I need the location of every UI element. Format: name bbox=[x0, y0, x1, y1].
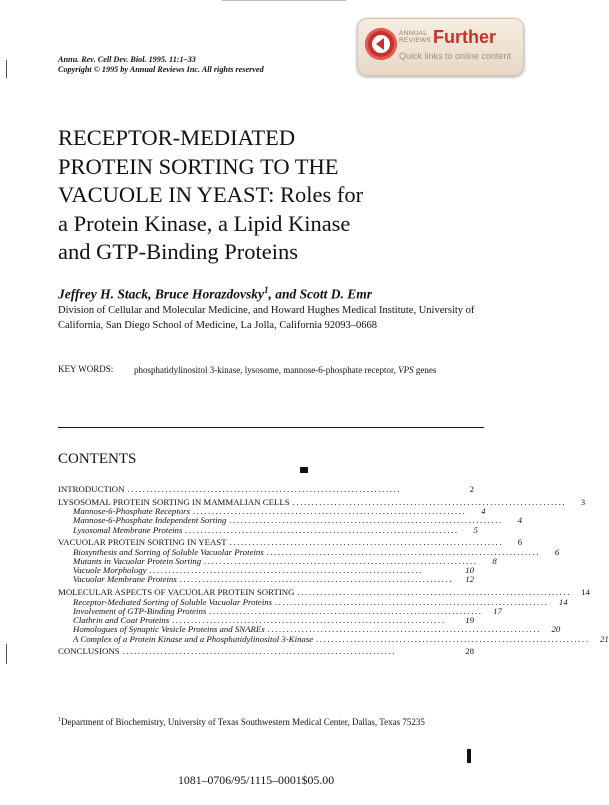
badge-publisher-label bbox=[399, 30, 431, 44]
toc-leader-dots: ........................................................................ bbox=[172, 615, 446, 626]
toc-section-row bbox=[58, 647, 474, 656]
badge-reviews-text: REVIEWS bbox=[399, 37, 432, 44]
toc-leader-dots: ........................................................................ bbox=[149, 565, 424, 576]
toc-entry-label: Biosynthesis and Sorting of Soluble Vacuolar Proteins bbox=[73, 546, 264, 557]
journal-citation: Annu. Rev. Cell Dev. Biol. 1995. 11:1–33 bbox=[58, 55, 196, 64]
keywords-label: KEY WORDS: bbox=[58, 364, 114, 374]
title-line: PROTEIN SORTING TO THE bbox=[58, 153, 339, 179]
toc-leader-dots: ........................................................................ bbox=[204, 555, 478, 566]
horizontal-rule bbox=[58, 427, 484, 428]
footnote-marker: 1 bbox=[58, 717, 61, 723]
toc-page-number: 4 bbox=[481, 506, 486, 517]
footnote bbox=[58, 714, 482, 729]
toc-subsection-row bbox=[58, 524, 478, 535]
article-code: 1081–0706/95/1115–0001$05.00 bbox=[178, 773, 335, 787]
top-divider bbox=[222, 0, 346, 1]
toc-page-number: 28 bbox=[465, 646, 474, 657]
toc-entry-label: Mutants in Vacuolar Protein Sorting bbox=[73, 555, 202, 566]
toc-leader-dots: ........................................................................ bbox=[266, 546, 541, 557]
toc-entry-label: Mannose-6-Phosphate Independent Sorting bbox=[73, 515, 227, 526]
toc-entry-label: Vacuole Morphology bbox=[73, 565, 147, 576]
toc-page-number: 14 bbox=[581, 587, 590, 598]
toc-entry-label: Mannose-6-Phosphate Receptors bbox=[73, 506, 191, 517]
title-line: and GTP-Binding Proteins bbox=[58, 239, 298, 264]
black-bar-mark bbox=[467, 749, 471, 763]
table-of-contents bbox=[58, 484, 609, 657]
footnote-text: Department of Biochemistry, University of Texas Southwestern Medical Center, Dallas, Texas 75235 bbox=[61, 717, 425, 727]
toc-entry-label: Receptor-Mediated Sorting of Soluble Vacuolar Proteins bbox=[73, 596, 273, 607]
title-line: a Protein Kinase, a Lipid Kinase bbox=[58, 210, 351, 236]
article-title bbox=[58, 124, 458, 267]
toc-leader-dots: ........................................................................ bbox=[297, 587, 571, 598]
toc-page-number: 20 bbox=[551, 624, 561, 635]
toc-leader-dots: ........................................................................ bbox=[185, 524, 459, 535]
toc-subsection-row bbox=[58, 575, 474, 584]
copyright-notice: Copyright © 1995 by Annual Reviews Inc. All rights reserved bbox=[58, 65, 264, 74]
toc-entry-label: LYSOSOMAL PROTEIN SORTING IN MAMMALIAN CELLS bbox=[58, 496, 290, 507]
play-arrow-icon bbox=[365, 28, 397, 60]
keywords-main: phosphatidylinositol 3-kinase, lysosome, mannose-6-phosphate receptor, bbox=[134, 365, 399, 375]
toc-leader-dots: ........................................................................ bbox=[292, 496, 567, 507]
toc-leader-dots: ........................................................................ bbox=[229, 537, 504, 548]
author-footnote-marker: 1 bbox=[263, 285, 269, 295]
toc-entry-label: Homologues of Synaptic Vesicle Proteins and SNAREs bbox=[73, 624, 265, 635]
author-list bbox=[58, 285, 372, 303]
toc-page-number: 3 bbox=[580, 496, 586, 507]
keywords-italic: VPS bbox=[398, 365, 414, 375]
toc-entry-label: CONCLUSIONS bbox=[58, 646, 120, 657]
toc-leader-dots: ........................................................................ bbox=[316, 633, 590, 644]
toc-leader-dots: ........................................................................ bbox=[122, 646, 397, 657]
toc-page-number: 8 bbox=[492, 555, 497, 566]
toc-entry-label: Lysosomal Membrane Proteins bbox=[73, 524, 183, 535]
toc-entry-label: A Complex of a Protein Kinase and a Phosphatidylinositol 3-Kinase bbox=[73, 633, 314, 644]
toc-entry-label: VACUOLAR PROTEIN SORTING IN YEAST bbox=[58, 537, 227, 548]
toc-page-number: 10 bbox=[465, 565, 474, 576]
toc-section-row bbox=[58, 485, 474, 494]
toc-leader-dots: ........................................................................ bbox=[229, 515, 503, 526]
badge-further-text: Further bbox=[433, 27, 496, 47]
toc-page-number: 17 bbox=[493, 605, 502, 616]
title-line: VACUOLE IN YEAST: Roles for bbox=[58, 182, 364, 207]
author-affiliation: Division of Cellular and Molecular Medicine, and Howard Hughes Medical Institute, University of California, San Diego School of Medicine, La Jolla, California 92093–0668 bbox=[58, 305, 475, 331]
toc-leader-dots: ........................................................................ bbox=[179, 574, 454, 585]
toc-page-number: 21 bbox=[599, 633, 609, 644]
toc-leader-dots: ........................................................................ bbox=[127, 484, 402, 494]
toc-leader-dots: ........................................................................ bbox=[209, 605, 483, 616]
margin-mark bbox=[6, 60, 7, 78]
toc-entry-label: MOLECULAR ASPECTS OF VACUOLAR PROTEIN SORTING bbox=[58, 587, 295, 598]
toc-entry-label: Clathrin and Coat Proteins bbox=[73, 615, 170, 626]
toc-subsection-row bbox=[58, 633, 609, 644]
toc-page-number: 6 bbox=[517, 537, 523, 548]
toc-leader-dots: ........................................................................ bbox=[267, 624, 542, 635]
toc-leader-dots: ........................................................................ bbox=[193, 506, 467, 517]
keywords-end: genes bbox=[413, 365, 437, 375]
toc-page-number: 4 bbox=[517, 515, 522, 526]
keywords-text bbox=[134, 364, 476, 376]
margin-mark bbox=[6, 644, 7, 664]
toc-page-number: 14 bbox=[558, 596, 568, 607]
title-line: RECEPTOR-MEDIATED bbox=[58, 125, 296, 150]
toc-entry-label: Vacuolar Membrane Proteins bbox=[73, 574, 177, 585]
black-square-mark bbox=[300, 467, 308, 473]
authors-last: , and Scott D. Emr bbox=[268, 286, 373, 302]
badge-annual-text: ANNUAL bbox=[399, 30, 428, 37]
toc-page-number: 6 bbox=[554, 546, 560, 557]
toc-leader-dots: ........................................................................ bbox=[275, 596, 549, 607]
toc-page-number: 5 bbox=[473, 524, 478, 535]
badge-subtitle: Quick links to online content bbox=[399, 51, 512, 61]
toc-entry-label: Involvement of GTP-Binding Proteins bbox=[73, 605, 207, 616]
contents-heading: CONTENTS bbox=[58, 451, 137, 467]
toc-page-number: 12 bbox=[465, 574, 474, 585]
toc-entry-label: INTRODUCTION bbox=[58, 484, 125, 494]
toc-page-number: 2 bbox=[469, 484, 474, 494]
authors-first: Jeffrey H. Stack, Bruce Horazdovsky bbox=[58, 286, 264, 302]
annual-reviews-further-badge[interactable] bbox=[357, 18, 524, 76]
toc-page-number: 19 bbox=[465, 615, 474, 626]
